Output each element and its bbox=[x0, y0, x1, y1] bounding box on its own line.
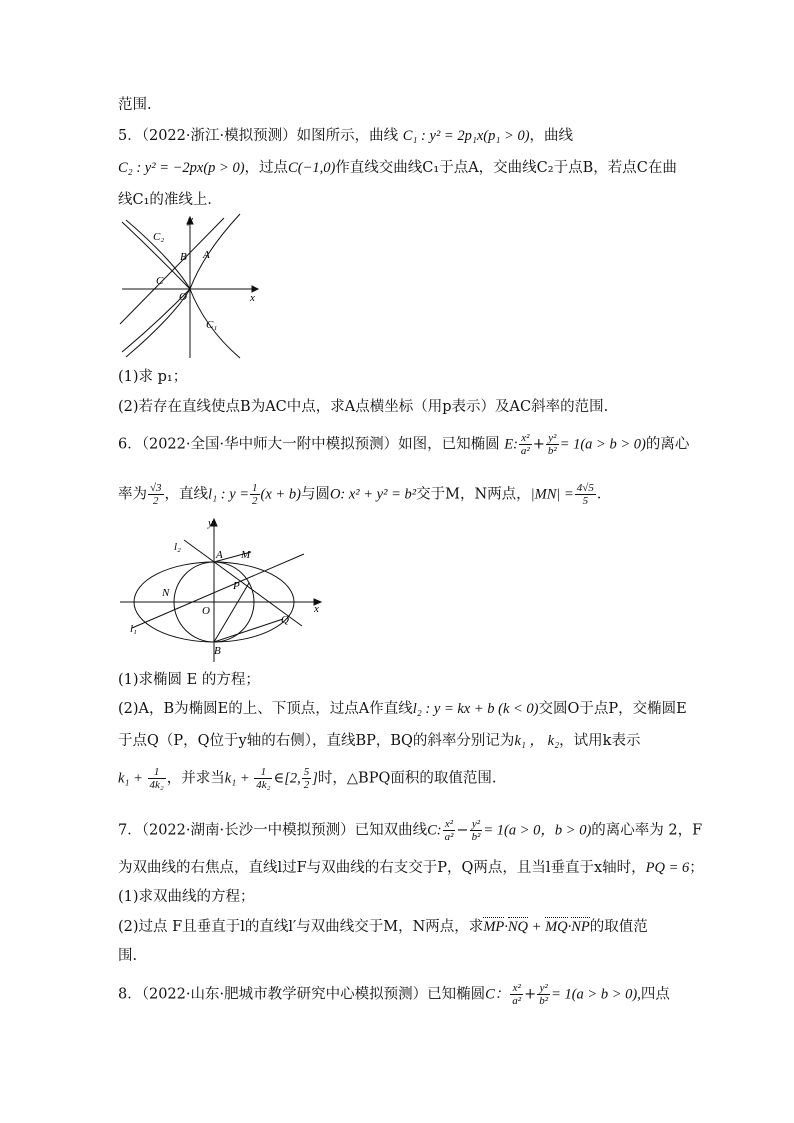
mn-length: |MN| = bbox=[530, 486, 574, 503]
problem-6-q2-line-3: k₁ + $\frac{1}{\text{4k₂}}$ ，并求当k₁ + $\frac{1}{\text{4k₂}}$ ∈[2, $\frac{5}{2}$ ]时，△BPQ面积的取值范围. bbox=[118, 766, 497, 791]
question-text: 围. bbox=[118, 948, 138, 964]
problem-source: （2022·湖南·长沙一中模拟预测） bbox=[141, 822, 355, 839]
curve-c1 bbox=[190, 214, 240, 358]
label-b: B bbox=[180, 251, 187, 263]
question-text: (1)求 p₁； bbox=[118, 369, 188, 385]
question-text: (2)若存在直线使点B为AC中点，求A点横坐标（用p表示）及AC斜率的范围. bbox=[118, 399, 609, 415]
problem-5-line-3 bbox=[118, 190, 222, 210]
label-l1: l₁ bbox=[130, 623, 137, 635]
problem-text: 已知椭圆 bbox=[427, 986, 486, 1003]
ellipse-figure bbox=[118, 516, 328, 662]
element-of: ∈ bbox=[273, 770, 285, 787]
line-l2-equation: l₂ : y = kx + b (k < 0) bbox=[412, 701, 539, 717]
label-q: Q bbox=[281, 614, 289, 626]
label-c1: C₁ bbox=[206, 319, 218, 331]
problem-number: 6． bbox=[118, 436, 142, 453]
x-axis-label: x bbox=[314, 603, 319, 615]
problem-6-line-2: 率为 $\frac{√3}{2}$ ，直线l₁ : y = $\frac{1}{2}$ (x + b)与圆O: x² + y² = b²交于M，N两点，|MN| = $\frac{4√5}{5}$ ． bbox=[118, 482, 612, 507]
y-axis-label: y bbox=[188, 214, 193, 226]
question-text: 时， bbox=[317, 770, 347, 787]
problem-5-q2 bbox=[118, 397, 608, 417]
label-n: N bbox=[162, 587, 170, 599]
label-a: A bbox=[216, 549, 223, 561]
problem-text: ，过点 bbox=[244, 160, 289, 176]
circle-equation: O: x² + y² = b² bbox=[329, 486, 417, 503]
problem-text: 的离心 bbox=[645, 436, 690, 453]
tail-text: 范围. bbox=[118, 97, 152, 113]
problem-7-q1 bbox=[118, 887, 255, 907]
interval: [2, bbox=[284, 770, 301, 787]
curve-c1-equation: C₁ : y² = 2p₁x(p₁ > 0) bbox=[402, 128, 530, 144]
hyperbola-name: C: bbox=[427, 822, 442, 839]
problem-7-line-2 bbox=[118, 858, 704, 878]
problem-4-tail bbox=[118, 95, 152, 115]
fraction: $\frac{1}{\text{4k₂}}$ bbox=[149, 766, 164, 791]
problem-text: 如图，已知椭圆 bbox=[398, 436, 500, 453]
problem-number: 5． bbox=[118, 128, 142, 144]
problem-7-q2-line-1 bbox=[118, 917, 648, 937]
problem-5-q1 bbox=[118, 367, 187, 387]
label-b: B bbox=[214, 645, 221, 657]
label-m: M bbox=[241, 549, 251, 561]
problem-text: 如图所示，曲线 bbox=[296, 128, 399, 144]
curve-c2-equation: C₂ : y² = −2px(p > 0) bbox=[118, 160, 245, 176]
problem-6-q2-line-1 bbox=[118, 699, 687, 719]
problem-7-q2-line-2 bbox=[118, 946, 137, 966]
question-text: △BPQ面积的取值范围. bbox=[346, 770, 497, 787]
pq-length: PQ = 6 bbox=[645, 860, 690, 876]
line-through-c bbox=[120, 218, 224, 324]
question-text: (2)过点 F且垂直于l的直线l′与双曲线交于M，N两点，求 bbox=[118, 919, 484, 935]
fraction: $\frac{5}{2}$ bbox=[303, 766, 310, 791]
fraction: $\frac{\text{y²}}{\text{b²}}$ bbox=[539, 982, 549, 1007]
label-a: A bbox=[203, 249, 210, 261]
fraction: $\frac{\text{x²}}{\text{a²}}$ bbox=[512, 982, 522, 1007]
point-c: C(−1,0) bbox=[288, 160, 336, 176]
parabola-figure bbox=[118, 212, 260, 360]
label-o: O bbox=[179, 291, 187, 303]
problem-6-q1 bbox=[118, 670, 260, 690]
label-p: P bbox=[233, 580, 240, 592]
problem-5-line-2 bbox=[118, 158, 677, 178]
problem-number: 8． bbox=[118, 986, 142, 1003]
problem-source: （2022·全国·华中师大一附中模拟预测） bbox=[141, 436, 399, 453]
ellipse-condition: = 1(a > b > 0), bbox=[551, 986, 641, 1003]
problem-text: 的离心率为 2，F bbox=[591, 822, 703, 839]
slopes: k₁ ， k₂ bbox=[514, 733, 560, 749]
problem-source: （2022·山东·肥城市教学研究中心模拟预测） bbox=[141, 986, 428, 1003]
label-o: O bbox=[202, 605, 210, 617]
problem-6-q2-line-2 bbox=[118, 731, 640, 751]
problem-text: ，直线 bbox=[164, 486, 209, 503]
line-equation: l₁ : y = bbox=[208, 486, 250, 503]
segment-bp bbox=[214, 583, 249, 642]
problem-source: （2022·浙江·模拟预测） bbox=[141, 128, 297, 144]
problem-text: 四点 bbox=[640, 986, 670, 1003]
problem-5-line-1 bbox=[118, 126, 573, 146]
problem-text: 作直线交曲线C₁于点A，交曲线C₂于点B，若点C在曲 bbox=[335, 160, 677, 176]
label-l2: l₂ bbox=[174, 541, 181, 553]
ellipse-condition: = 1(a > b > 0) bbox=[559, 436, 646, 453]
ellipse-name: E: bbox=[504, 436, 518, 453]
fraction: $\frac{1}{\text{4k₂}}$ bbox=[256, 766, 271, 791]
problem-6-line-1: 6．（2022·全国·华中师大一附中模拟预测）如图，已知椭圆 E: $\frac{\text{x²}}{\text{a²}}$ + $\frac{\text{y²}}{\text{b²}}$ = 1(a > b > 0)的离心 bbox=[118, 432, 690, 457]
hyperbola-condition: = 1(a > 0，b > 0) bbox=[483, 822, 592, 839]
punctuation: ； bbox=[689, 860, 704, 876]
fraction: $\frac{\text{x²}}{\text{a²}}$ bbox=[520, 432, 530, 457]
vector-expression: MP·NQ + MQ·NP bbox=[483, 919, 590, 935]
fraction: $\frac{√3}{2}$ bbox=[150, 482, 162, 507]
fraction: $\frac{1}{2}$ bbox=[252, 482, 258, 507]
problem-8-line-1: 8．（2022·山东·肥城市教学研究中心模拟预测）已知椭圆C： $\frac{\text{x²}}{\text{a²}}$ + $\frac{\text{y²}}{\text{b²}}$ = 1(a > b > 0),四点 bbox=[118, 982, 670, 1007]
line-equation-rest: (x + b) bbox=[260, 486, 301, 503]
question-text: (1)求双曲线的方程； bbox=[118, 889, 255, 905]
fraction: $\frac{4√5}{5}$ bbox=[576, 482, 594, 507]
label-c2: C₂ bbox=[153, 231, 165, 243]
expression: k₁ + bbox=[118, 770, 147, 787]
problem-text: 已知双曲线 bbox=[354, 822, 428, 839]
fraction: $\frac{\text{y²}}{\text{b²}}$ bbox=[547, 432, 557, 457]
question-text: 于点Q（P，Q位于y轴的右侧），直线BP，BQ的斜率分别记为 bbox=[118, 733, 515, 749]
problem-text: 线C₁的准线上． bbox=[118, 192, 222, 208]
expression: k₁ + bbox=[224, 770, 254, 787]
ellipse-name: C： bbox=[485, 986, 510, 1003]
question-text: ，试用k表示 bbox=[559, 733, 641, 749]
problem-text: 与圆 bbox=[300, 486, 330, 503]
problem-text: 率为 bbox=[118, 486, 147, 503]
question-text: ，并求当 bbox=[166, 770, 225, 787]
label-c: C bbox=[156, 275, 164, 287]
question-text: 的取值范 bbox=[589, 919, 648, 935]
x-axis-label: x bbox=[250, 292, 255, 304]
question-text: 交圆O于点P，交椭圆E bbox=[538, 701, 687, 717]
fraction: $\frac{\text{x²}}{\text{a²}}$ bbox=[444, 818, 454, 843]
problem-text: ，曲线 bbox=[529, 128, 574, 144]
question-text: (1)求椭圆 E 的方程； bbox=[118, 672, 260, 688]
fraction: $\frac{\text{y²}}{\text{b²}}$ bbox=[471, 818, 481, 843]
question-text: (2)A，B为椭圆E的上、下顶点，过点A作直线 bbox=[118, 701, 413, 717]
problem-text: 为双曲线的右焦点，直线l过F与双曲线的右支交于P，Q两点，且当l垂直于x轴时， bbox=[118, 860, 646, 876]
problem-7-line-1: 7．（2022·湖南·长沙一中模拟预测）已知双曲线C: $\frac{\text{x²}}{\text{a²}}$ − $\frac{\text{y²}}{\text{b²}}$ = 1(a > 0，b > 0)的离心率为 2，F bbox=[118, 818, 703, 843]
problem-number: 7． bbox=[118, 822, 142, 839]
problem-text: 交于M，N两点， bbox=[416, 486, 531, 503]
y-axis-label: y bbox=[208, 517, 213, 529]
